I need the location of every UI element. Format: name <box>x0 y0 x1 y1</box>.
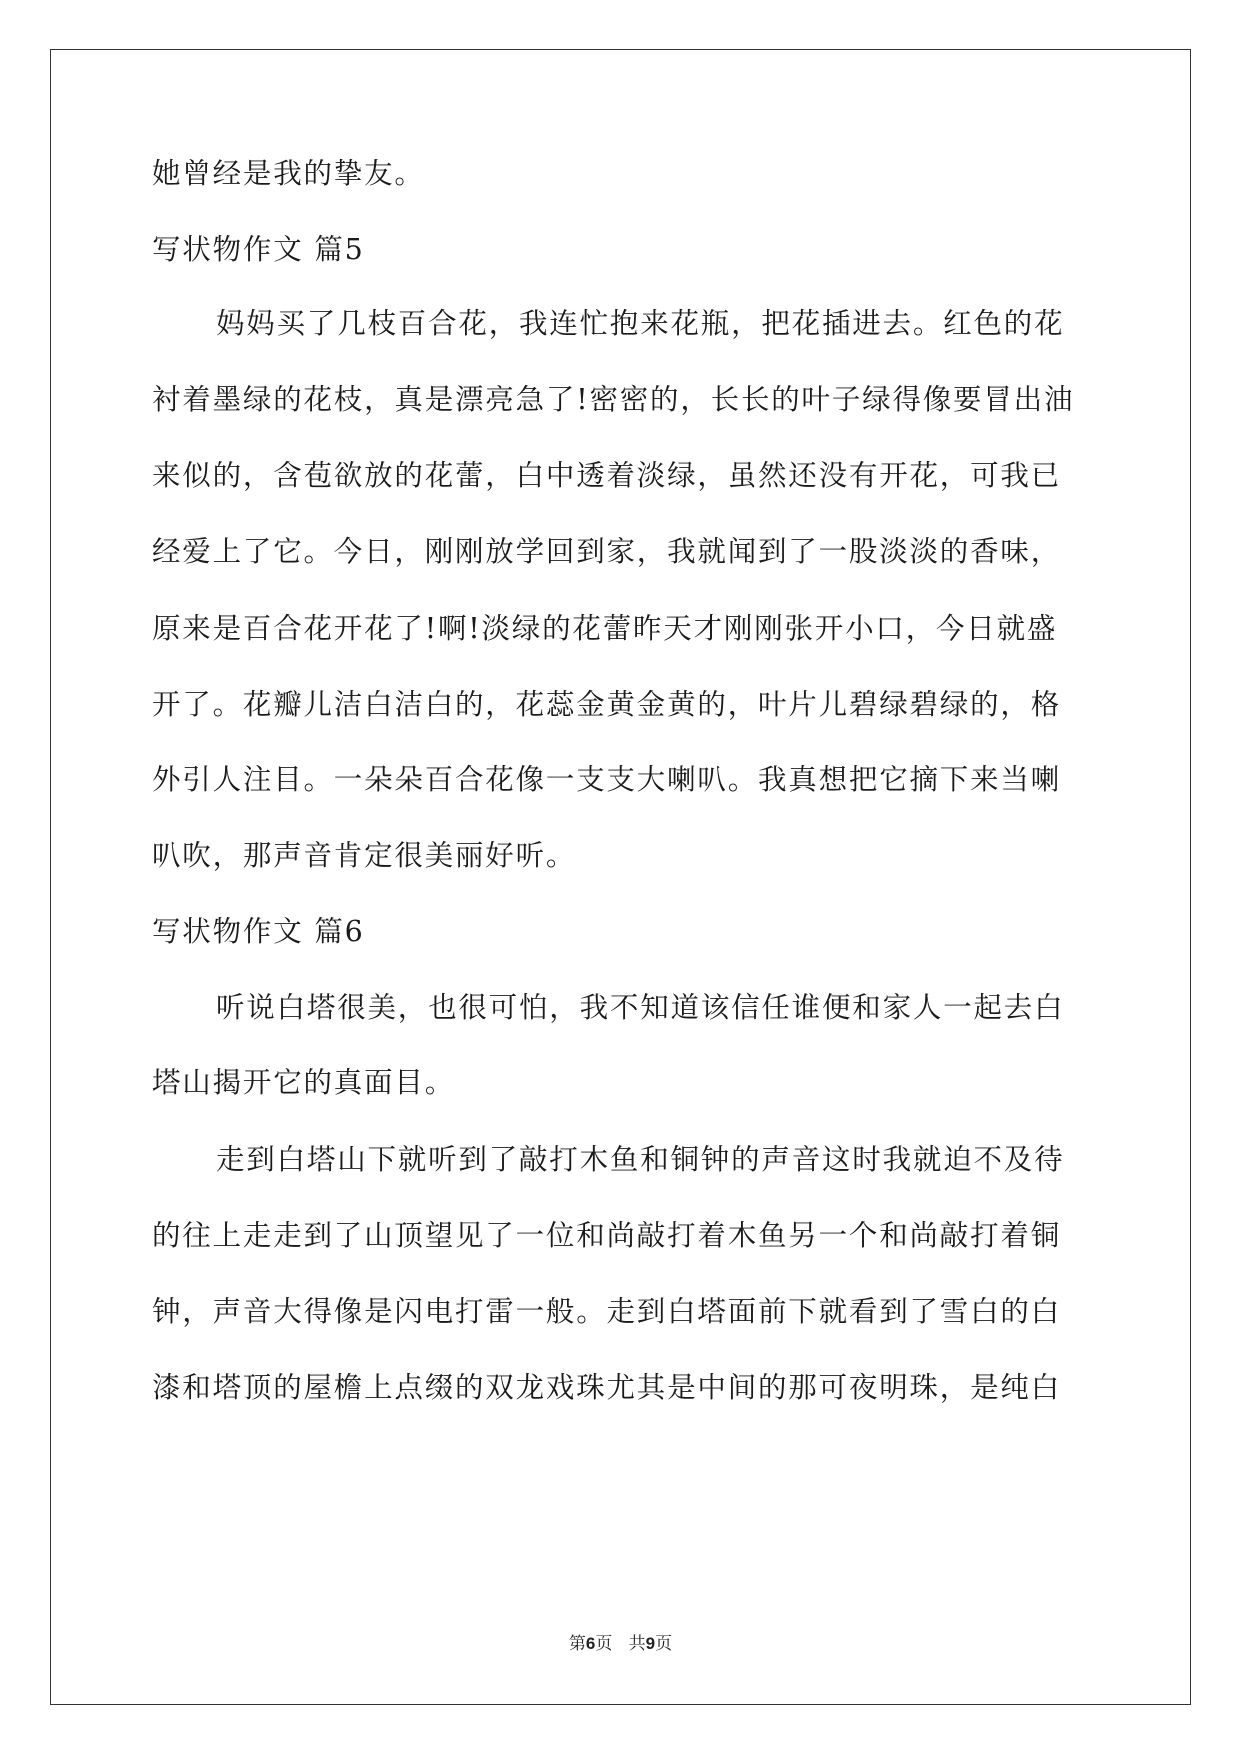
paragraph-line: 钟，声音大得像是闪电打雷一般。走到白塔面前下就看到了雪白的白 <box>152 1295 1062 1328</box>
page-border <box>50 49 1191 1705</box>
footer-middle: 页 共 <box>595 1634 646 1654</box>
paragraph-line: 妈妈买了几枝百合花，我连忙抱来花瓶，把花插进去。红色的花 <box>216 307 1065 340</box>
paragraph-line: 衬着墨绿的花枝，真是漂亮急了!密密的，长长的叶子绿得像要冒出油 <box>152 383 1075 416</box>
paragraph-line: 走到白塔山下就听到了敲打木鱼和铜钟的声音这时我就迫不及待 <box>216 1143 1065 1176</box>
paragraph-line: 叭吹，那声音肯定很美丽好听。 <box>152 839 577 872</box>
total-pages-number: 9 <box>645 1634 656 1653</box>
footer-suffix: 页 <box>655 1634 673 1654</box>
paragraph-line: 她曾经是我的挚友。 <box>152 157 425 190</box>
footer-prefix: 第 <box>568 1634 586 1654</box>
page-footer <box>0 1633 1241 1655</box>
paragraph-line: 经爱上了它。今日，刚刚放学回到家，我就闻到了一股淡淡的香味， <box>152 535 1062 568</box>
paragraph-line: 听说白塔很美，也很可怕，我不知道该信任谁便和家人一起去白 <box>216 991 1065 1024</box>
current-page-number: 6 <box>585 1634 596 1653</box>
paragraph-line: 的往上走走到了山顶望见了一位和尚敲打着木鱼另一个和尚敲打着铜 <box>152 1219 1062 1252</box>
paragraph-line: 塔山揭开它的真面目。 <box>152 1066 456 1099</box>
paragraph-line: 外引人注目。一朵朵百合花像一支支大喇叭。我真想把它摘下来当喇 <box>152 763 1062 796</box>
paragraph-line: 来似的，含苞欲放的花蕾，白中透着淡绿，虽然还没有开花，可我已 <box>152 459 1062 492</box>
paragraph-line: 开了。花瓣儿洁白洁白的，花蕊金黄金黄的，叶片儿碧绿碧绿的，格 <box>152 688 1062 721</box>
section-heading-6: 写状物作文 篇6 <box>152 915 365 948</box>
section-heading-5: 写状物作文 篇5 <box>152 233 365 266</box>
paragraph-line: 漆和塔顶的屋檐上点缀的双龙戏珠尤其是中间的那可夜明珠，是纯白 <box>152 1371 1062 1404</box>
paragraph-line: 原来是百合花开花了!啊!淡绿的花蕾昨天才刚刚张开小口，今日就盛 <box>152 612 1058 645</box>
